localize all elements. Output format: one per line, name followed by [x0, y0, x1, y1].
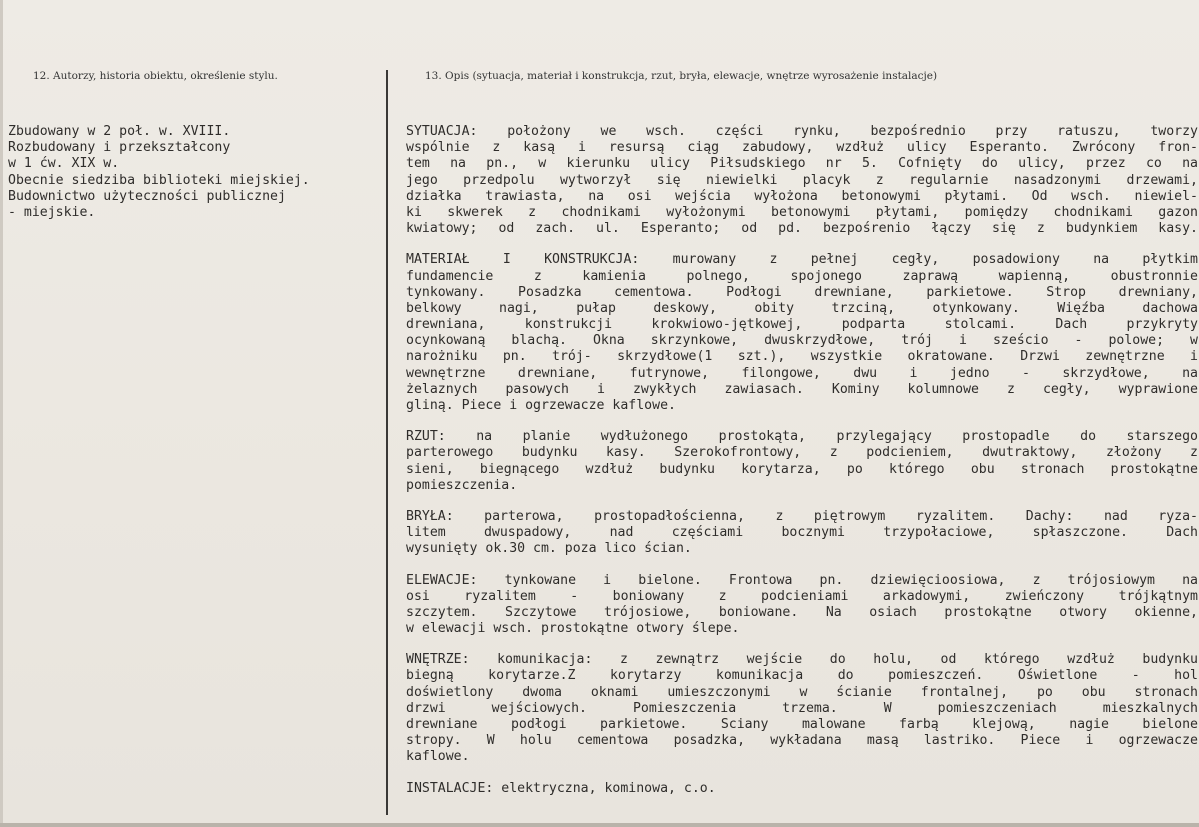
paragraph-instalacje — [406, 781, 1198, 797]
column-divider — [386, 70, 388, 815]
history-column — [8, 124, 384, 221]
history-line: w 1 ćw. XIX w. — [8, 156, 120, 172]
description-line: ELEWACJE: tynkowane i bielone. Frontowa pn. dziewięcioosiowa, z trójosiowym na — [406, 572, 1198, 588]
description-line: ocynkowaną blachą. Okna skrzynkowe, dwuskrzydłowe, trój i sześcio - polowe; w — [406, 333, 1198, 349]
paragraph-bryla — [406, 509, 1198, 558]
description-column — [406, 124, 1198, 812]
history-line: Rozbudowany i przekształcony — [8, 140, 231, 156]
description-line: drewniane podłogi parkietowe. Sciany malowane farbą klejową, nagie bielone — [406, 717, 1198, 732]
description-line: drzwi wejściowych. Pomieszczenia trzema. W pomieszczeniach mieszkalnych — [406, 700, 1198, 716]
description-line: belkowy nagi, pułap deskowy, obity trzciną, otynkowany. Więźba dachowa — [406, 300, 1198, 316]
description-line: jego przedpolu wytworzył się niewielki placyk z regularnie nasadzonymi drzewami, — [406, 172, 1198, 188]
description-line: doświetlony dwoma oknami umieszczonymi w ścianie frontalnej, po obu stronach — [406, 684, 1198, 700]
description-line: w elewacji wsch. prostokątne otwory ślepe. — [406, 621, 740, 637]
history-line: Obecnie siedziba biblioteki miejskiej. — [8, 172, 310, 188]
description-line: wewnętrzne drewniane, futrynowe, filongowe, dwu i jedno - skrzydłowe, na — [406, 365, 1198, 381]
description-line: narożniku pn. trój- skrzydłowe(1 szt.), wszystkie okratowane. Drzwi zewnętrzne i — [406, 349, 1198, 365]
description-line: MATERIAŁ I KONSTRUKCJA: murowany z pełnej cegły, posadowiony na płytkim — [406, 252, 1198, 268]
paragraph-material-konstrukcja — [406, 252, 1198, 414]
description-line: wysunięty ok.30 cm. poza lico ścian. — [406, 541, 692, 557]
description-line: ki skwerek z chodnikami wyłożonymi betonowymi płytami, pomiędzy chodnikami gazon — [406, 204, 1198, 220]
paragraph-elewacje — [406, 573, 1198, 638]
description-line: parterowego budynku kasy. Szerokofrontowy, z podcieniem, dwutraktowy, złożony z — [406, 445, 1198, 461]
description-line: pomieszczenia. — [406, 477, 518, 493]
description-line: biegną korytarze.Z korytarzy komunikacja do pomieszczeń. Oświetlone - hol — [406, 668, 1198, 684]
description-line: BRYŁA: parterowa, prostopadłościenna, z piętrowym ryzalitem. Dachy: nad ryza- — [406, 508, 1198, 524]
description-line: szczytem. Szczytowe trójosiowe, boniowane. Na osiach prostokątne otwory okienne, — [406, 604, 1198, 620]
description-line: tem na pn., w kierunku ulicy Piłsudskiego nr 5. Cofnięty do ulicy, przez co na — [406, 156, 1198, 172]
description-line: sieni, biegnącego wzdłuż budynku korytarza, po którego obu stronach prostokątne — [406, 461, 1198, 477]
description-line: kwiatowy; od zach. ul. Esperanto; od pd. bezpośrenio łączy się z budynkiem kasy. — [406, 221, 1198, 237]
description-line: WNĘTRZE: komunikacja: z zewnątrz wejście do holu, od którego wzdłuż budynku — [406, 652, 1198, 668]
paragraph-sytuacja — [406, 124, 1198, 237]
description-line: SYTUACJA: położony we wsch. części rynku, bezpośrednio przy ratuszu, tworzy — [406, 124, 1198, 139]
description-line: gliną. Piece i ogrzewacze kaflowe. — [406, 398, 676, 413]
description-line: działka trawiasta, na osi wejścia wyłożona betonowymi płytami. Od wsch. niewiel- — [406, 188, 1198, 204]
history-line: Budownictwo użyteczności publicznej — [8, 188, 286, 204]
description-line: litem dwuspadowy, nad częściami bocznymi trzypołaciowe, spłaszczone. Dach — [406, 525, 1198, 541]
history-line: Zbudowany w 2 poł. w. XVIII. — [8, 124, 231, 139]
paragraph-wnetrze — [406, 652, 1198, 765]
description-line: stropy. W holu cementowa posadzka, wykładana masą lastriko. Piece i ogrzewacze — [406, 733, 1198, 749]
paragraph-rzut — [406, 429, 1198, 494]
description-line: fundamencie z kamienia polnego, spojonego zaprawą wapienną, obustronnie — [406, 268, 1198, 284]
description-line: żelaznych pasowych i zwykłych zawiasach. Kominy kolumnowe z cegły, wyprawione — [406, 381, 1198, 397]
section-13-header: 13. Opis (sytuacja, materiał i konstrukcja, rzut, bryła, elewacje, wnętrze wyrosażenie instalacje) — [425, 70, 938, 82]
description-line: RZUT: na planie wydłużonego prostokąta, przylegający prostopadle do starszego — [406, 429, 1198, 445]
description-line: osi ryzalitem - boniowany z podcieniami arkadowymi, zwieńczony trójkątnym — [406, 588, 1198, 604]
page-bottom-edge — [0, 823, 1199, 827]
description-line: INSTALACJE: elektryczna, kominowa, c.o. — [406, 780, 716, 796]
description-line: kaflowe. — [406, 749, 470, 765]
page-left-edge — [0, 0, 3, 827]
history-line: - miejskie. — [8, 204, 96, 220]
section-12-header: 12. Autorzy, historia obiektu, określenie stylu. — [33, 70, 278, 82]
description-line: tynkowany. Posadzka cementowa. Podłogi drewniane, parkietowe. Strop drewniany, — [406, 284, 1198, 300]
description-line: drewniana, konstrukcji krokwiowo-jętkowej, podparta stolcami. Dach przykryty — [406, 317, 1198, 333]
description-line: wspólnie z kasą i resursą ciąg zabudowy, wzdłuż ulicy Esperanto. Zwrócony fron- — [406, 140, 1198, 156]
